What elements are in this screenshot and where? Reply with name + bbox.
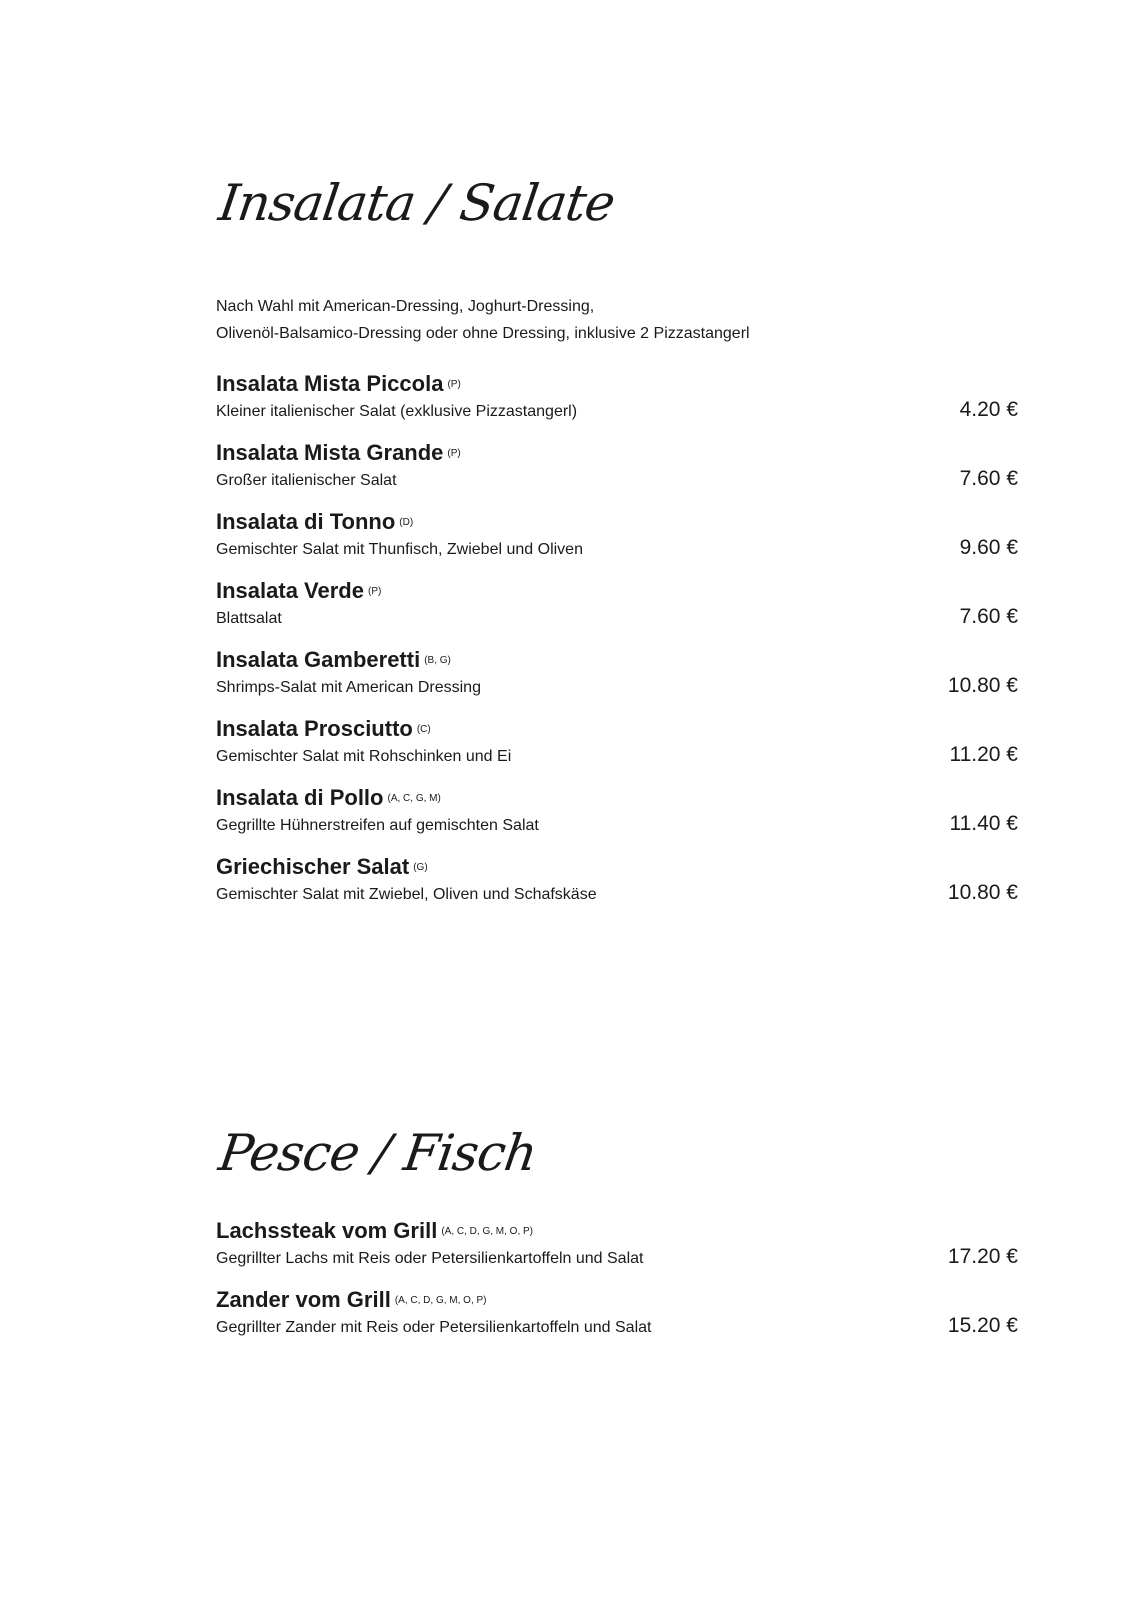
menu-item — [216, 716, 1018, 776]
item-name: Insalata Mista Grande — [216, 440, 444, 465]
item-name: Insalata di Tonno — [216, 509, 396, 534]
item-name: Insalata Prosciutto — [216, 716, 413, 741]
item-description: Gemischter Salat mit Zwiebel, Oliven und Schafskäse — [216, 886, 597, 903]
menu-item — [216, 1287, 1018, 1347]
item-description: Kleiner italienischer Salat (exklusive Pizzastangerl) — [216, 403, 578, 420]
menu-item — [216, 785, 1018, 845]
item-name: Insalata Mista Piccola — [216, 371, 444, 396]
salads-intro-line-1: Nach Wahl mit American-Dressing, Joghurt-Dressing, — [216, 298, 595, 315]
section-title-fish: Pesce / Fisch — [215, 1124, 541, 1182]
item-description: Gegrillte Hühnerstreifen auf gemischten Salat — [216, 817, 539, 834]
item-description: Gegrillter Zander mit Reis oder Petersilienkartoffeln und Salat — [216, 1319, 652, 1336]
menu-item — [216, 371, 1018, 431]
item-allergens: (G) — [413, 862, 428, 873]
section-title-salads: Insalata / Salate — [215, 174, 618, 232]
item-description: Gegrillter Lachs mit Reis oder Petersilienkartoffeln und Salat — [216, 1250, 644, 1267]
item-name: Griechischer Salat — [216, 854, 410, 879]
item-price: 10.80 € — [947, 674, 1018, 697]
item-price: 9.60 € — [959, 536, 1018, 559]
item-price: 7.60 € — [959, 467, 1018, 490]
item-description: Blattsalat — [216, 610, 282, 627]
item-name: Insalata Gamberetti — [216, 647, 421, 672]
item-price: 4.20 € — [959, 398, 1018, 421]
item-allergens: (P) — [367, 586, 382, 597]
menu-item — [216, 1218, 1018, 1278]
item-allergens: (A, C, G, M) — [387, 793, 441, 804]
salads-intro-line-2: Olivenöl-Balsamico-Dressing oder ohne Dressing, inklusive 2 Pizzastangerl — [216, 325, 750, 342]
item-name: Insalata di Pollo — [216, 785, 384, 810]
item-allergens: (P) — [447, 379, 461, 390]
item-allergens: (P) — [447, 448, 461, 459]
menu-item — [216, 440, 1018, 500]
item-allergens: (D) — [399, 517, 414, 528]
salads-menu-list — [216, 371, 1018, 931]
item-name: Zander vom Grill — [216, 1287, 391, 1312]
menu-item — [216, 647, 1018, 707]
item-name: Lachssteak vom Grill — [216, 1218, 438, 1243]
item-price: 15.20 € — [947, 1314, 1018, 1337]
item-description: Shrimps-Salat mit American Dressing — [216, 679, 481, 696]
item-description: Gemischter Salat mit Rohschinken und Ei — [216, 748, 512, 765]
item-price: 11.40 € — [949, 812, 1018, 835]
item-description: Großer italienischer Salat — [216, 472, 397, 489]
item-price: 17.20 € — [947, 1245, 1018, 1268]
salads-intro — [216, 293, 1018, 347]
item-name: Insalata Verde — [216, 578, 364, 603]
item-price: 11.20 € — [949, 743, 1018, 766]
menu-item — [216, 854, 1018, 914]
item-allergens: (C) — [416, 724, 431, 735]
item-allergens: (A, C, D, G, M, O, P) — [441, 1226, 533, 1237]
menu-item — [216, 578, 1018, 638]
item-description: Gemischter Salat mit Thunfisch, Zwiebel und Oliven — [216, 541, 583, 558]
menu-item — [216, 509, 1018, 569]
salads-section — [215, 174, 1018, 232]
fish-menu-list — [216, 1218, 1018, 1358]
item-price: 7.60 € — [959, 605, 1018, 628]
item-allergens: (B, G) — [424, 655, 451, 666]
item-price: 10.80 € — [947, 881, 1018, 904]
item-allergens: (A, C, D, G, M, O, P) — [394, 1295, 487, 1306]
fish-section — [215, 1124, 1018, 1182]
